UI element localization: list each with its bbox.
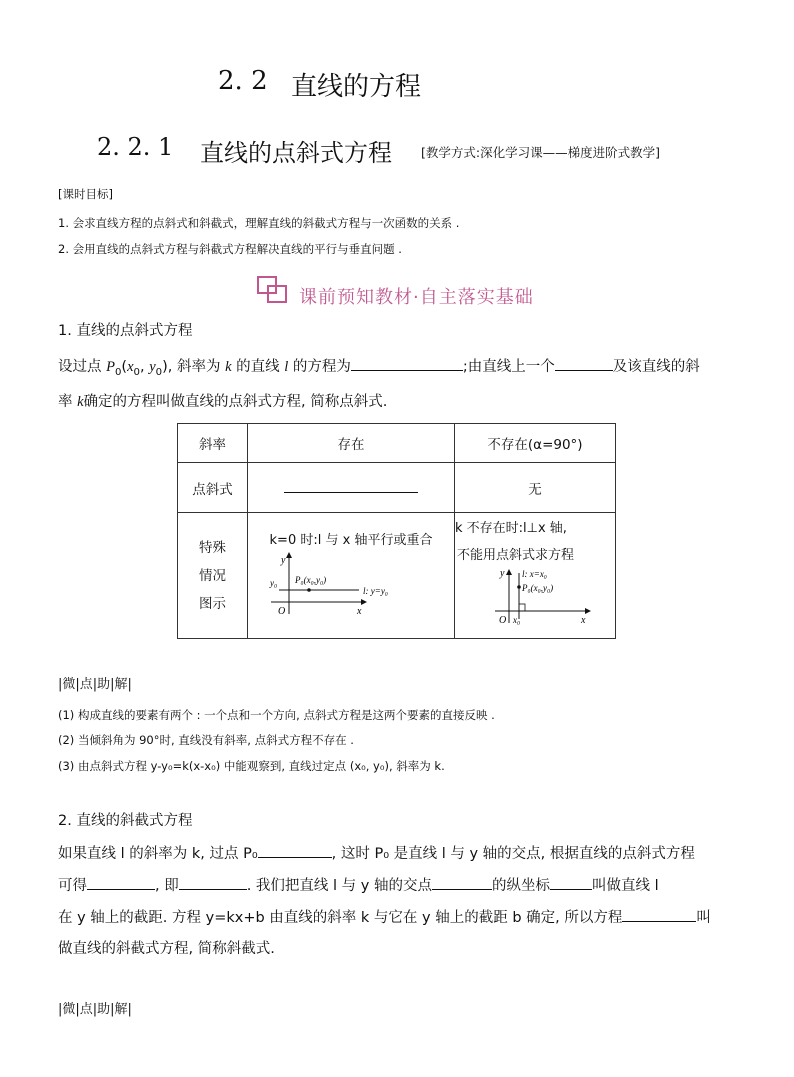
banner-text: 课前预知教材·自主落实基础 — [299, 287, 534, 308]
svg-text:l: x=x₀: l: x=x₀ — [522, 569, 547, 579]
note-item-3: (3) 由点斜式方程 y-y₀=k(x-x₀) 中能观察到, 直线过定点 (x₀, y₀), 斜率为 k. — [58, 759, 445, 773]
table-cell — [248, 513, 455, 639]
note-item-1: (1) 构成直线的要素有两个 : 一个点和一个方向, 点斜式方程是这两个要素的直接反映 . — [58, 708, 495, 722]
table-cell — [455, 513, 616, 639]
s1-line-1: 设过点 $P_0(x_0$, $y_0$), 斜率为 k 的直线 l 的方程为 ;由直线上一个 及该直线的斜 — [58, 356, 700, 383]
section-1-heading: 1. 直线的点斜式方程 — [58, 323, 193, 339]
subsection-number: 2. 2. 1 — [97, 133, 174, 161]
svg-text:y: y — [281, 555, 286, 566]
table-cell: 存在 — [248, 424, 455, 463]
goal-item-1: 1. 会求直线方程的点斜式和斜截式，理解直线的斜截式方程与一次函数的关系 . — [58, 216, 460, 230]
svg-text:l: y=y₀: l: y=y₀ — [363, 586, 388, 596]
svg-text:y: y — [500, 568, 505, 579]
table-cell — [248, 463, 455, 513]
s2-line-4: 做直线的斜截式方程, 简称斜截式. — [58, 941, 275, 957]
blank-point-slope[interactable] — [351, 356, 463, 371]
table-cell: 斜率 — [178, 424, 248, 463]
vertical-line-figure — [489, 567, 609, 629]
svg-text:x₀: x₀ — [513, 615, 521, 625]
blank-slope-intercept[interactable] — [622, 907, 696, 922]
notes-1-label: |微|点|助|解| — [58, 677, 132, 692]
horizontal-line-figure — [251, 552, 451, 622]
comparison-table — [177, 423, 616, 639]
svg-text:O: O — [499, 615, 507, 626]
svg-text:x: x — [581, 615, 586, 626]
table-cell: 不存在(α=90°) — [455, 424, 616, 463]
notes-2-label: |微|点|助|解| — [58, 1002, 132, 1017]
case-k-none-text-1: k 不存在时:l⊥x 轴, — [455, 521, 567, 536]
goal-item-2: 2. 会用直线的点斜式方程与斜截式方程解决直线的平行与垂直问题 . — [58, 242, 402, 256]
table-cell: 无 — [455, 463, 616, 513]
note-item-2: (2) 当倾斜角为 90°时, 直线没有斜率, 点斜式方程不存在 . — [58, 733, 354, 747]
svg-text:x: x — [357, 606, 362, 617]
blank-point[interactable] — [555, 356, 613, 371]
case-k-zero-text: k=0 时:l 与 x 轴平行或重合 — [269, 533, 433, 548]
section-title: 直线的方程 — [291, 72, 422, 102]
svg-text:P₀(x₀,y₀): P₀(x₀,y₀) — [295, 575, 327, 585]
subsection-title: 直线的点斜式方程 — [200, 139, 392, 167]
case-k-none-text-2: 不能用点斜式求方程 — [457, 548, 575, 563]
section-number: 2. 2 — [218, 66, 268, 96]
blank-table-point-slope[interactable] — [284, 478, 418, 493]
s2-line-3: 在 y 轴上的截距. 方程 y=kx+b 由直线的斜率 k 与它在 y 轴上的截距 b 确定, 所以方程 叫 — [58, 907, 711, 928]
blank-equation-1[interactable] — [87, 875, 155, 890]
banner-icon — [256, 275, 290, 305]
section-2-heading: 2. 直线的斜截式方程 — [58, 813, 193, 829]
blank-b[interactable] — [550, 875, 592, 890]
table-cell: 点斜式 — [178, 463, 248, 513]
svg-text:y₀: y₀ — [270, 578, 278, 588]
table-cell: 特殊 情况 图示 — [178, 513, 248, 639]
blank-p0[interactable] — [258, 843, 332, 858]
subsection-tag: [教学方式:深化学习课——梯度进阶式教学] — [421, 145, 660, 160]
s2-line-1: 如果直线 l 的斜率为 k, 过点 P₀ , 这时 P₀ 是直线 l 与 y 轴的交点, 根据直线的点斜式方程 — [58, 843, 695, 864]
s1-line-2: 率 k确定的方程叫做直线的点斜式方程, 简称点斜式. — [58, 394, 388, 410]
blank-equation-2[interactable] — [179, 875, 247, 890]
svg-text:P₀(x₀,y₀): P₀(x₀,y₀) — [522, 583, 554, 593]
s2-line-2: 可得 , 即 . 我们把直线 l 与 y 轴的交点 的纵坐标 叫做直线 l — [58, 875, 659, 896]
svg-text:O: O — [278, 606, 286, 617]
blank-intersection[interactable] — [432, 875, 492, 890]
goals-label: [课时目标] — [58, 187, 113, 201]
